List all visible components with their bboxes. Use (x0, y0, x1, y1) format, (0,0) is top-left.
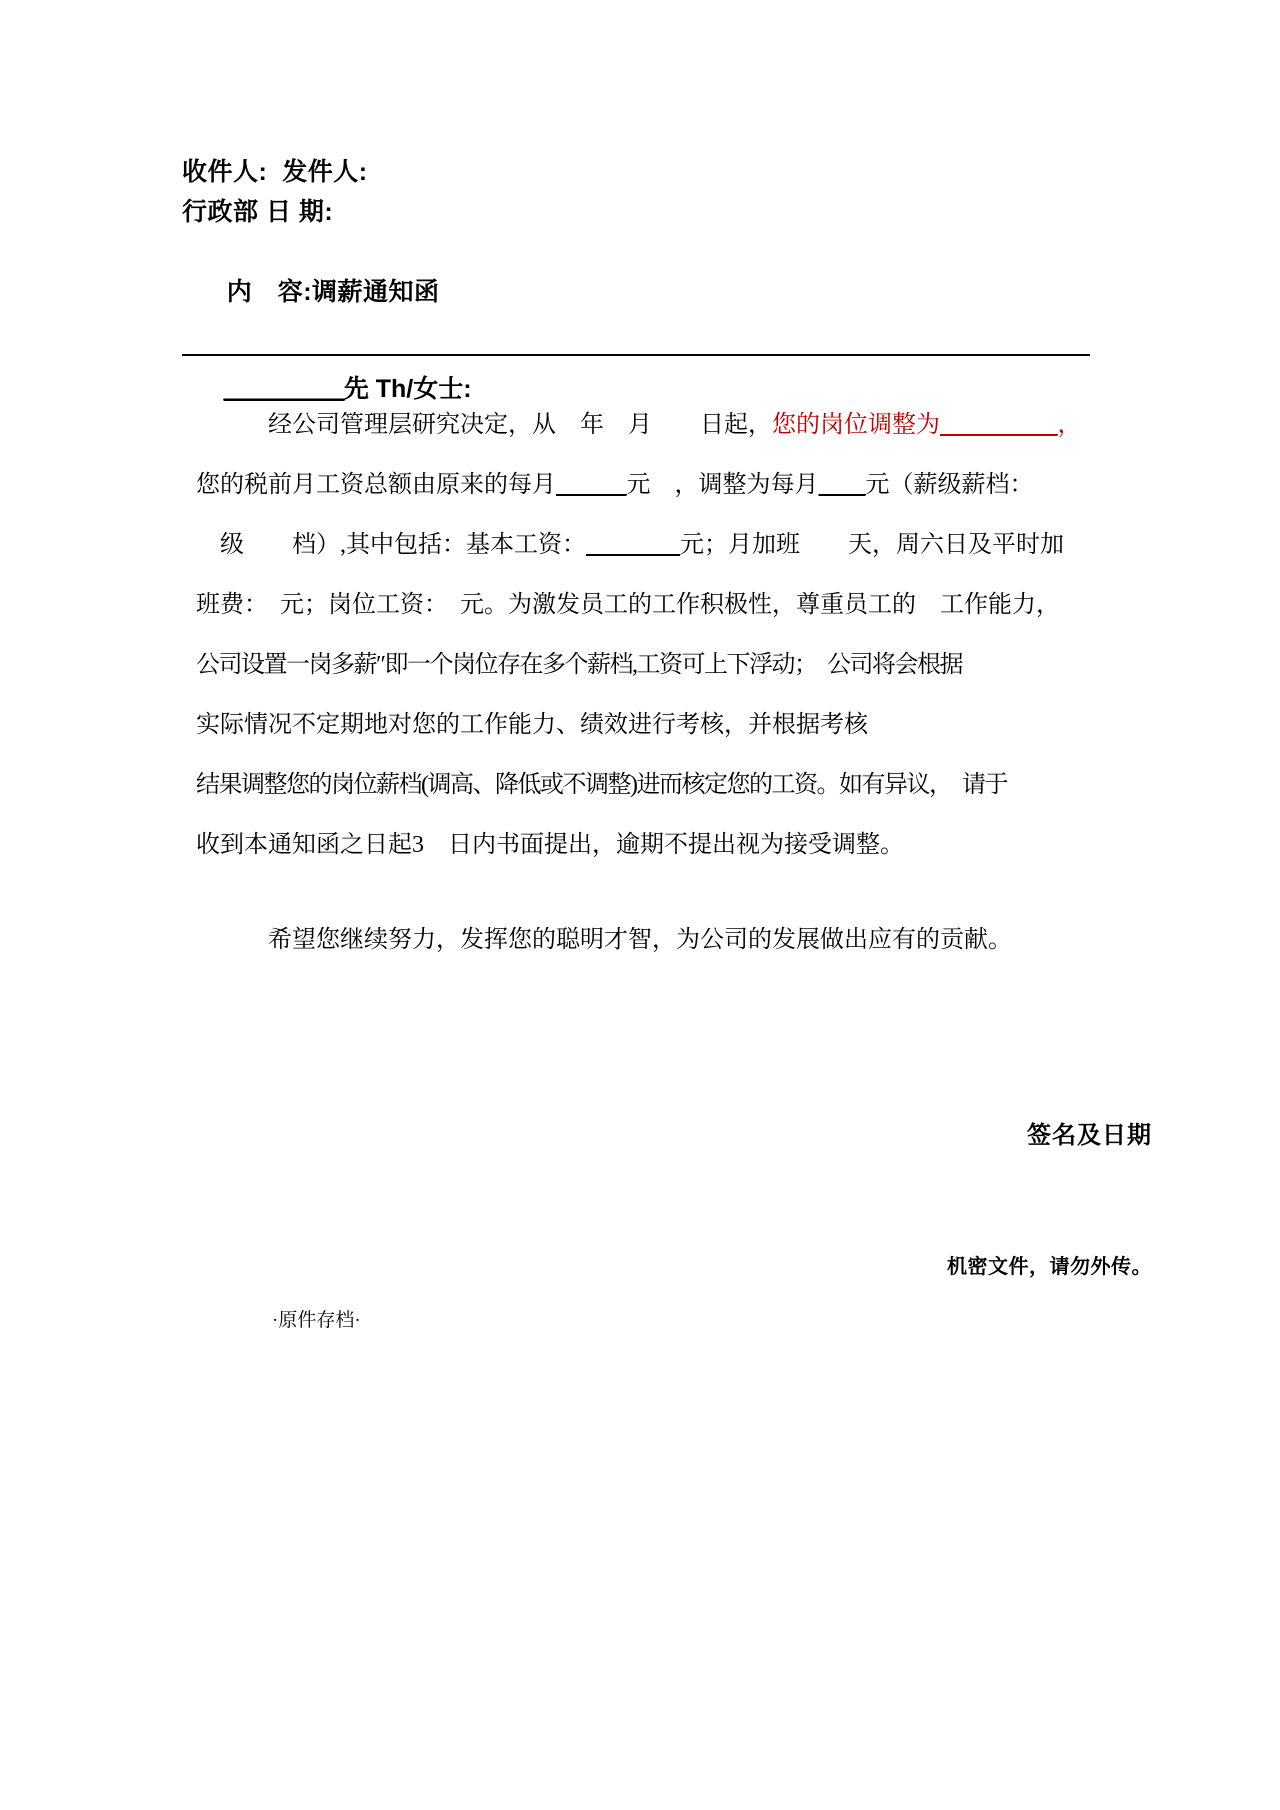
paragraph-2-blank-2: ＿＿ (818, 472, 866, 498)
paragraph-2-blank-1: ＿＿＿ (556, 472, 627, 498)
salutation-text: 先 Th/女士: (343, 375, 472, 403)
paragraph-3-blank: ＿＿＿＿ (586, 532, 680, 558)
paragraph-3-text-a: 级 档）,其中包括：基本工资： (196, 532, 586, 558)
body-paragraph-2 (196, 455, 1096, 515)
body-paragraph-4: 班费： 元；岗位工资： 元。为激发员工的工作积极性，尊重员工的 工作能力， (196, 592, 1060, 618)
paragraph-2-text-c: 元（薪级薪档： (865, 472, 1034, 498)
archive-notice: ·原件存档· (272, 1310, 361, 1331)
signature-and-date-label: 签名及日期 (1027, 1122, 1152, 1149)
paragraph-1-red-blank: ＿＿＿＿＿ (940, 412, 1058, 438)
paragraph-1-red-prefix: 您的岗位调整为 (772, 412, 940, 438)
body-paragraph-5: 公司设置一岗多薪″即一个岗位存在多个薪档,工资可上下浮动； 公司将会根据 (196, 652, 962, 678)
salutation-name-blank: ＿＿＿＿＿ (223, 375, 344, 403)
document-header (182, 152, 1092, 356)
paragraph-1-text: 经公司管理层研究决定，从 年 月 日起， (196, 412, 772, 438)
paragraph-1-red-suffix: ， (1057, 412, 1082, 438)
body-paragraph-3 (196, 515, 1096, 575)
header-department-date-line: 行政部 日 期: (182, 198, 334, 226)
header-subject-label: 内 容: (226, 278, 313, 306)
body-paragraph-6: 实际情况不定期地对您的工作能力、绩效进行考核，并根据考核 (196, 712, 868, 738)
body-paragraph-7: 结果调整您的岗位薪档(调高、降低或不调整)进而核定您的工资。如有异议， 请于 (196, 772, 1007, 798)
paragraph-2-text-a: 您的税前月工资总额由原来的每月 (196, 472, 556, 498)
document-body (196, 395, 1096, 875)
body-paragraph-8: 收到本通知函之日起3 日内书面提出，逾期不提出视为接受调整。 (196, 832, 904, 858)
body-paragraph-1 (196, 395, 1096, 455)
confidential-notice: 机密文件，请勿外传。 (947, 1256, 1152, 1278)
body-closing-paragraph: 希望您继续努力，发挥您的聪明才智，为公司的发展做出应有的贡献。 (196, 927, 1012, 953)
header-recipient-sender-line: 收件人: 发件人: (182, 158, 368, 186)
header-subject-value: 调薪通知函 (312, 278, 440, 306)
paragraph-2-text-b: 元 ，调整为每月 (626, 472, 819, 498)
header-subject-line (182, 232, 1090, 356)
paragraph-3-text-b: 元；月加班 天，周六日及平时加 (680, 532, 1064, 558)
